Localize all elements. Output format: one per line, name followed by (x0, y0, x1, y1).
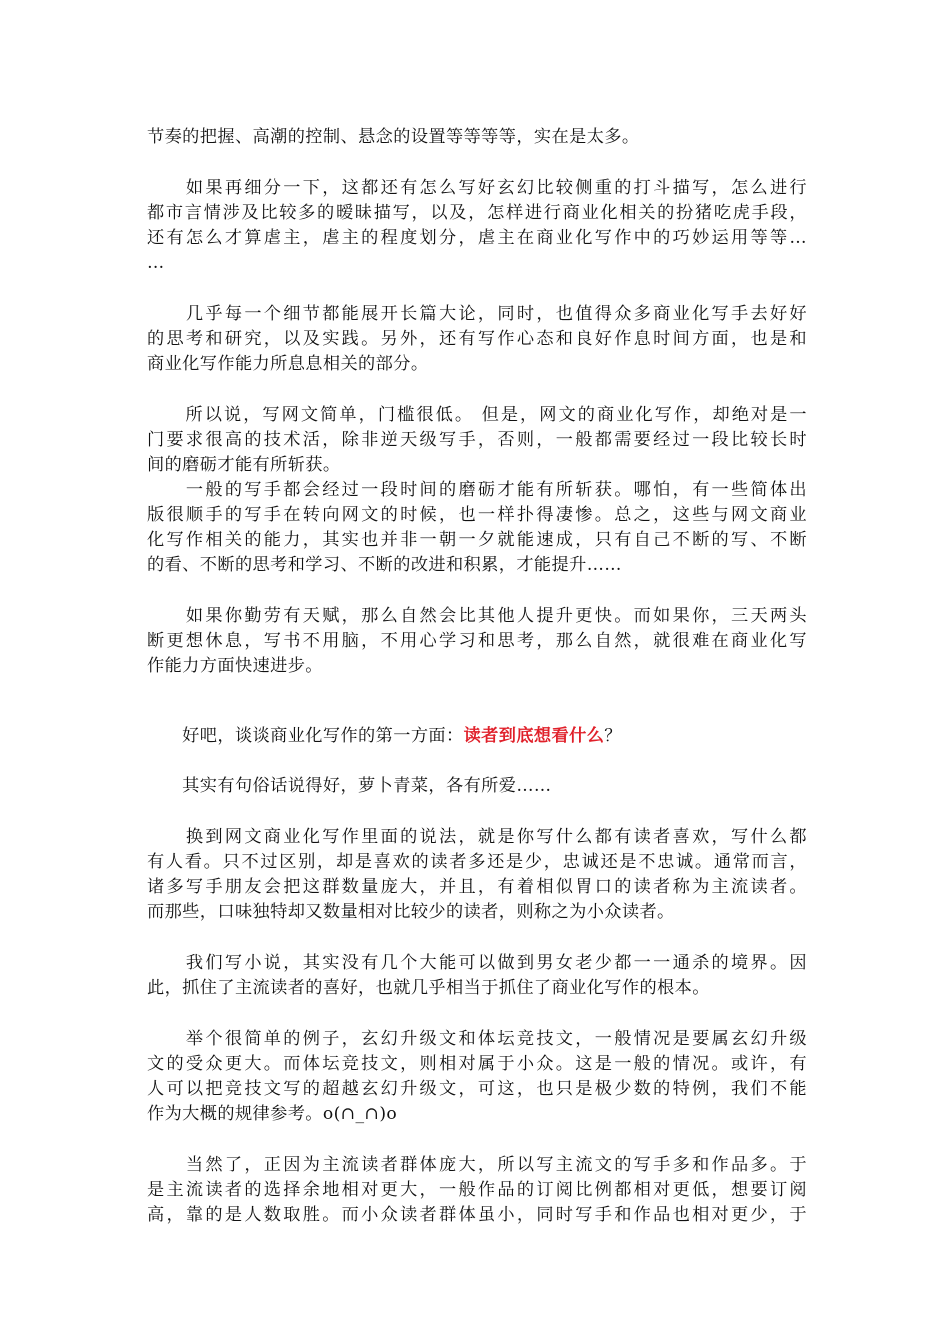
text-line: 是主流读者的选择余地相对更大，一般作品的订阅比例都相对更低，想要订阅 (147, 1180, 807, 1200)
text-line: 人可以把竞技文写的超越玄幻升级文，可这，也只是极少数的特例，我们不能 (147, 1079, 807, 1099)
text-line: 高，靠的是人数取胜。而小众读者群体虽小，同时写手和作品也相对更少，于 (147, 1205, 807, 1225)
text-line: 断更想休息，写书不用脑，不用心学习和思考，那么自然，就很难在商业化写 (147, 631, 807, 651)
text-line: 节奏的把握、高潮的控制、悬念的设置等等等等，实在是太多。 (147, 127, 640, 147)
text-line: 诸多写手朋友会把这群数量庞大，并且，有着相似胃口的读者称为主流读者。 (147, 877, 807, 897)
text-line: 如果再细分一下，这都还有怎么写好玄幻比较侧重的打斗描写，怎么进行 (147, 178, 807, 198)
text-line: … (147, 253, 165, 273)
text-line: 文的受众更大。而体坛竞技文，则相对属于小众。这是一般的情况。或许，有 (147, 1054, 807, 1074)
section-heading (147, 723, 807, 749)
text-line: 举个很简单的例子，玄幻升级文和体坛竞技文，一般情况是要属玄幻升级 (147, 1029, 807, 1049)
text-line: 有人看。只不过区别，却是喜欢的读者多还是少，忠诚还是不忠诚。通常而言， (147, 852, 807, 872)
text-line: 间的磨砺才能有所斩获。 (147, 455, 341, 475)
text-line: 我们写小说，其实没有几个大能可以做到男女老少都一一通杀的境界。因 (147, 953, 807, 973)
text-line: 所以说，写网文简单，门槛很低。 但是，网文的商业化写作，却绝对是一 (147, 405, 807, 425)
text-line: 其实有句俗话说得好，萝卜青菜，各有所爱…… (147, 776, 552, 796)
heading-emphasis: 读者到底想看什么 (463, 726, 605, 746)
text-line: 商业化写作能力所息息相关的部分。 (147, 354, 429, 374)
text-line: 而那些，口味独特却又数量相对比较少的读者，则称之为小众读者。 (147, 902, 675, 922)
text-line: 如果你勤劳有天赋，那么自然会比其他人提升更快。而如果你，三天两头 (147, 606, 807, 626)
text-line: 都市言情涉及比较多的暧昧描写，以及，怎样进行商业化相关的扮猪吃虎手段， (147, 203, 807, 223)
text-line: 化写作相关的能力，其实也并非一朝一夕就能速成，只有自己不断的写、不断 (147, 530, 807, 550)
text-line: 当然了，正因为主流读者群体庞大，所以写主流文的写手多和作品多。于 (147, 1155, 807, 1175)
text-line: 门要求很高的技术活，除非逆天级写手，否则，一般都需要经过一段比较长时 (147, 430, 807, 450)
heading-prefix: 好吧，谈谈商业化写作的第一方面： (147, 726, 464, 746)
text-line: 几乎每一个细节都能展开长篇大论，同时，也值得众多商业化写手去好好 (147, 304, 807, 324)
text-line: 作能力方面快速进步。 (147, 656, 323, 676)
text-line: 的思考和研究，以及实践。另外，还有写作心态和良好作息时间方面，也是和 (147, 329, 807, 349)
text-line: 还有怎么才算虐主，虐主的程度划分，虐主在商业化写作中的巧妙运用等等… (147, 228, 807, 248)
heading-suffix: ？ (604, 726, 622, 746)
text-line: 一般的写手都会经过一段时间的磨砺才能有所斩获。哪怕，有一些简体出 (147, 480, 807, 500)
text-line: 版很顺手的写手在转向网文的时候，也一样扑得凄惨。总之，这些与网文商业 (147, 505, 807, 525)
text-line: 此，抓住了主流读者的喜好，也就几乎相当于抓住了商业化写作的根本。 (147, 978, 710, 998)
text-line: 换到网文商业化写作里面的说法，就是你写什么都有读者喜欢，写什么都 (147, 827, 807, 847)
text-line: 的看、不断的思考和学习、不断的改进和积累，才能提升…… (147, 555, 622, 575)
text-line: 作为大概的规律参考。o(∩_∩)o (147, 1104, 398, 1124)
